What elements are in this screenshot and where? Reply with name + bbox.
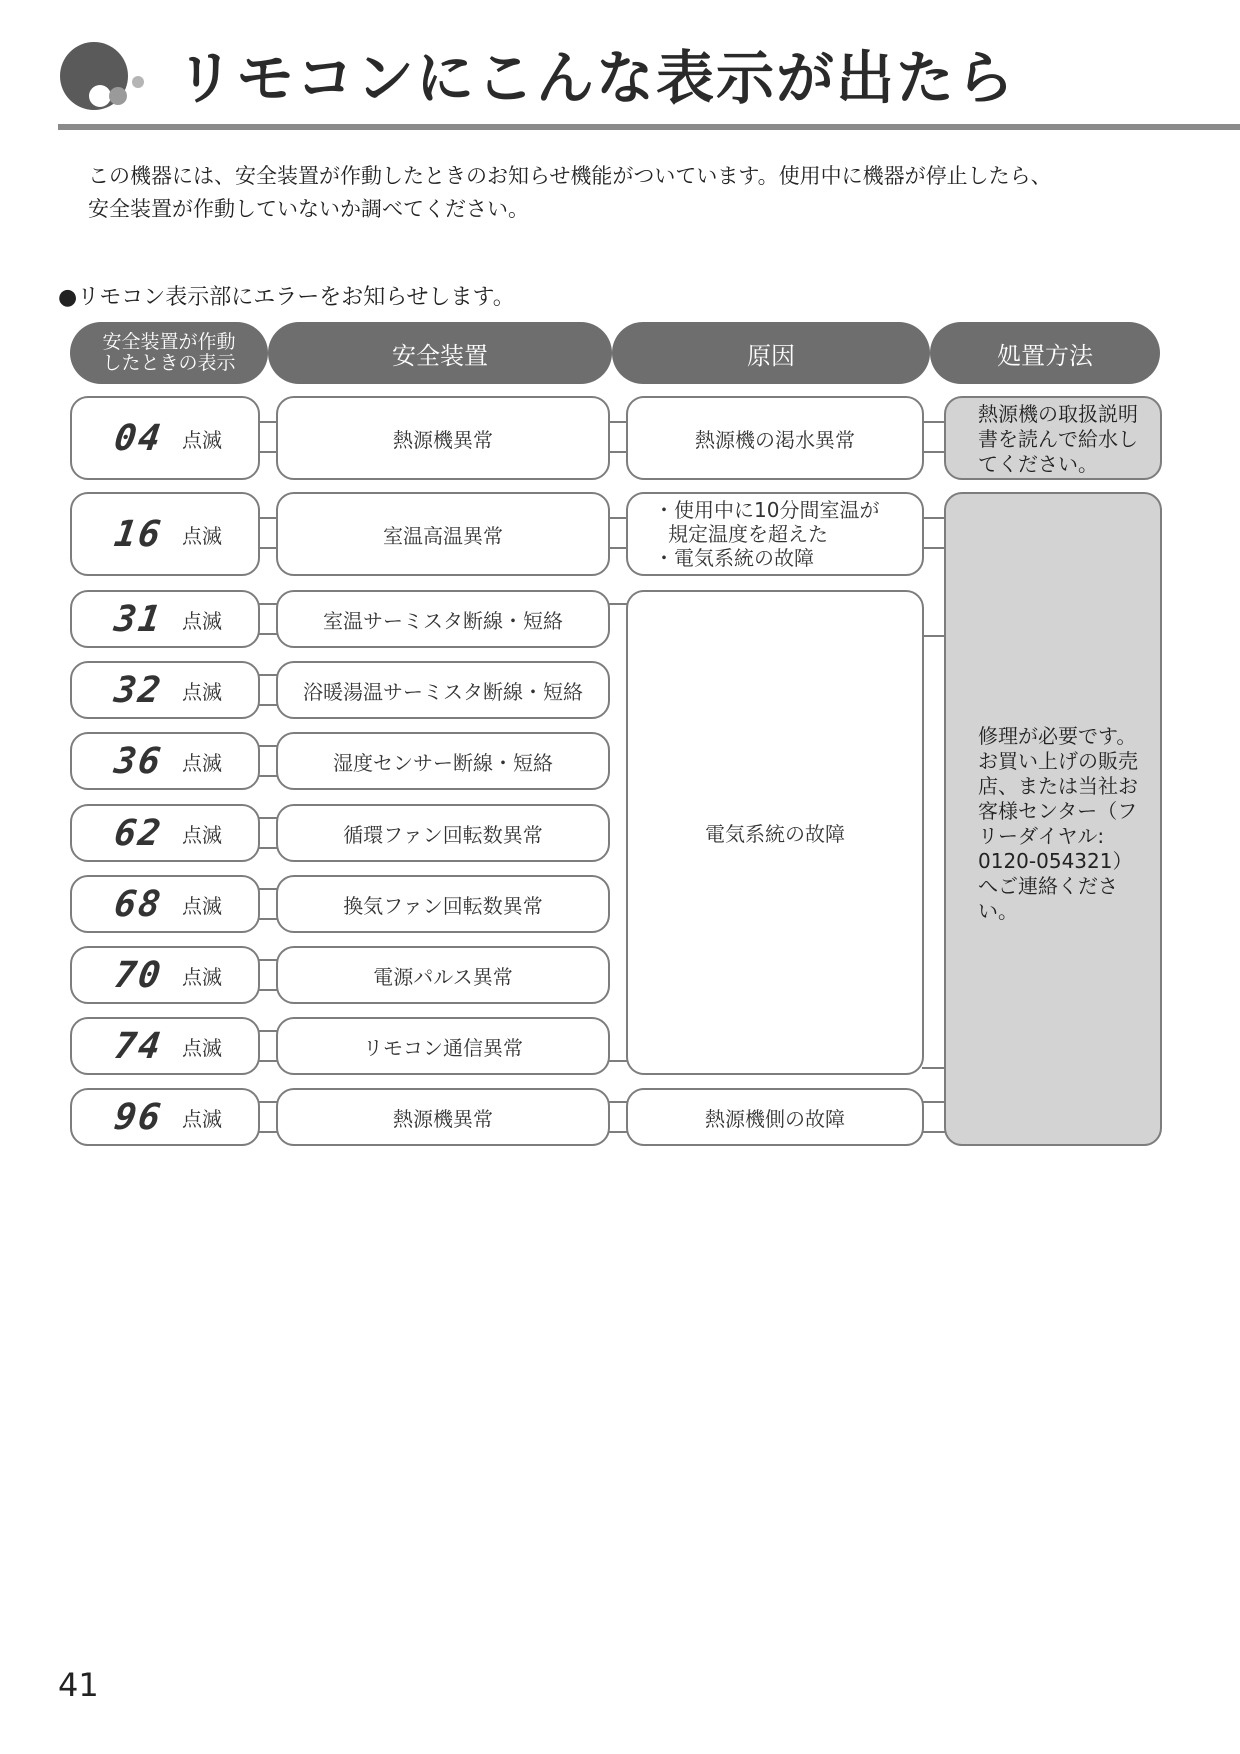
header-device: 安全装置 <box>268 322 612 384</box>
cause-line: ・使用中に10分間室温が <box>654 498 880 522</box>
title-bullet-icon <box>58 40 150 120</box>
code-cell <box>70 1088 260 1146</box>
blink-label: 点滅 <box>182 964 222 989</box>
blink-label: 点滅 <box>182 608 222 633</box>
cause-cell: 電気系統の故障 <box>626 590 924 1075</box>
cause-cell <box>626 492 924 576</box>
device-cell: 室温高温異常 <box>276 492 610 576</box>
intro-line: この機器には、安全装置が作動したときのお知らせ機能がついています。使用中に機器が停止したら、 <box>88 164 1052 188</box>
cause-line: 規定温度を超えた <box>668 522 828 546</box>
title-underline <box>58 124 1240 130</box>
code-cell <box>70 804 260 862</box>
header-action: 処置方法 <box>930 322 1160 384</box>
error-code: 68 <box>111 883 165 925</box>
code-cell <box>70 875 260 933</box>
blink-label: 点滅 <box>182 427 222 452</box>
device-cell: リモコン通信異常 <box>276 1017 610 1075</box>
cause-line: ・電気系統の故障 <box>654 546 814 570</box>
blink-label: 点滅 <box>182 1106 222 1131</box>
action-cell: 修理が必要です。お買い上げの販売店、または当社お客様センター（フリーダイヤル: 0120-054321）へご連絡ください。 <box>944 492 1162 1146</box>
device-cell: 換気ファン回転数異常 <box>276 875 610 933</box>
blink-label: 点滅 <box>182 523 222 548</box>
device-cell: 室温サーミスタ断線・短絡 <box>276 590 610 648</box>
header-code: 安全装置が作動したときの表示 <box>70 322 268 384</box>
error-code: 74 <box>111 1025 165 1067</box>
error-code: 96 <box>111 1096 165 1138</box>
device-cell: 浴暖湯温サーミスタ断線・短絡 <box>276 661 610 719</box>
blink-label: 点滅 <box>182 750 222 775</box>
error-code: 32 <box>111 669 165 711</box>
blink-label: 点滅 <box>182 679 222 704</box>
code-cell <box>70 1017 260 1075</box>
code-cell <box>70 492 260 576</box>
code-cell <box>70 732 260 790</box>
cause-cell: 熱源機の渇水異常 <box>626 396 924 480</box>
intro-text <box>88 160 1178 226</box>
code-cell <box>70 590 260 648</box>
section-note: ●リモコン表示部にエラーをお知らせします。 <box>58 285 515 310</box>
error-code: 36 <box>111 740 165 782</box>
intro-line: 安全装置が作動していないか調べてください。 <box>88 197 529 221</box>
cause-cell: 熱源機側の故障 <box>626 1088 924 1146</box>
blink-label: 点滅 <box>182 893 222 918</box>
code-cell <box>70 661 260 719</box>
action-cell: 熱源機の取扱説明書を読んで給水してください。 <box>944 396 1162 480</box>
error-code: 70 <box>111 954 165 996</box>
device-cell: 湿度センサー断線・短絡 <box>276 732 610 790</box>
code-cell <box>70 396 260 480</box>
device-cell: 熱源機異常 <box>276 1088 610 1146</box>
device-cell: 循環ファン回転数異常 <box>276 804 610 862</box>
device-cell: 熱源機異常 <box>276 396 610 480</box>
page-number: 41 <box>58 1666 99 1704</box>
blink-label: 点滅 <box>182 1035 222 1060</box>
error-code: 31 <box>111 598 165 640</box>
page-title: リモコンにこんな表示が出たら <box>176 44 1017 112</box>
title-bar <box>58 38 1240 130</box>
error-code: 04 <box>111 417 165 459</box>
blink-label: 点滅 <box>182 822 222 847</box>
error-code: 62 <box>111 812 165 854</box>
device-cell: 電源パルス異常 <box>276 946 610 1004</box>
error-code: 16 <box>111 513 165 555</box>
header-cause: 原因 <box>612 322 930 384</box>
code-cell <box>70 946 260 1004</box>
